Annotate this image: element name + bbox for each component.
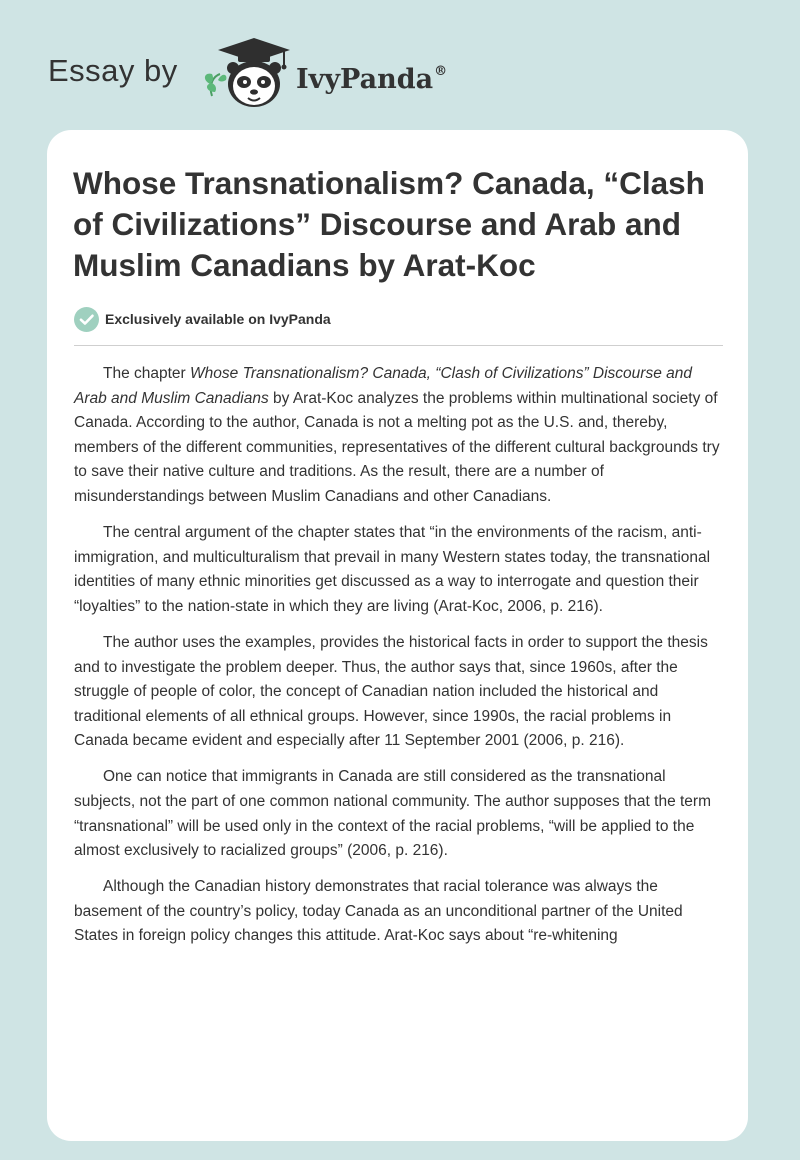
- check-icon: [74, 307, 99, 332]
- trademark-mark: ®: [434, 64, 448, 79]
- essay-title: Whose Transnationalism? Canada, “Clash of Civilizations” Discourse and Arab and Muslim Canadians by Arat-Koc: [73, 165, 705, 283]
- exclusive-badge: [74, 306, 331, 332]
- brand-text: IvyPanda: [296, 64, 434, 95]
- essay-card: [47, 130, 748, 1141]
- site-header: [0, 0, 800, 130]
- paragraph-5: Although the Canadian history demonstrates that racial tolerance was always the basement of the country’s policy, today Canada as an unconditional partner of the United States in foreign policy changes this attitude. Arat-Koc says about “re-whitening: [74, 878, 683, 945]
- paragraph-3: The author uses the examples, provides the historical facts in order to support the thesis and to investigate the problem deeper. Thus, the author says that, since 1960s, after the struggle of people of color, the concept of Canadian nation included the historical and traditional elements of all ethnical groups. However, since 1990s, the racial problems in Canada became evident and especially after 11 September 2001 (2006, p. 216).: [74, 633, 708, 750]
- paragraph-1: [74, 362, 724, 510]
- paragraph-1-start: The chapter: [103, 365, 191, 382]
- chapter-title-italic: Whose Transnationalism? Canada, “Clash of Civilizations” Discourse and Arab and Muslim Canadians: [74, 365, 692, 407]
- paragraph-4: One can notice that immigrants in Canada are still considered as the transnational subjects, not the part of one common national community. The author supposes that the term “transnational” will be used only in the context of the racial problems, “will be applied to the almost exclusively to racialized groups” (2006, p. 216).: [74, 768, 711, 860]
- brand-name[interactable]: [296, 54, 447, 98]
- divider: [74, 345, 723, 346]
- essay-body: [74, 362, 724, 961]
- paragraph-1-end: by Arat-Koc analyzes the problems within multinational society of Canada. According to the author, Canada is not a melting pot as the U.S. and, thereby, members of the different communities, representatives of the different cultural backgrounds try to save their native culture and traditions. As the result, there are a number of misunderstandings between Muslim Canadians and other Canadians.: [74, 389, 720, 505]
- essay-by-label: Essay by: [48, 53, 178, 88]
- panda-logo-icon[interactable]: [200, 36, 292, 110]
- paragraph-2: The central argument of the chapter states that “in the environments of the racism, anti-immigration, and multiculturalism that prevail in many Western states today, the transnational identities of many ethnic minorities get discussed as a way to interrogate and question their “loyalties” to the nation-state in which they are living (Arat-Koc, 2006, p. 216).: [74, 524, 711, 615]
- exclusive-badge-text: Exclusively available on IvyPanda: [105, 311, 331, 327]
